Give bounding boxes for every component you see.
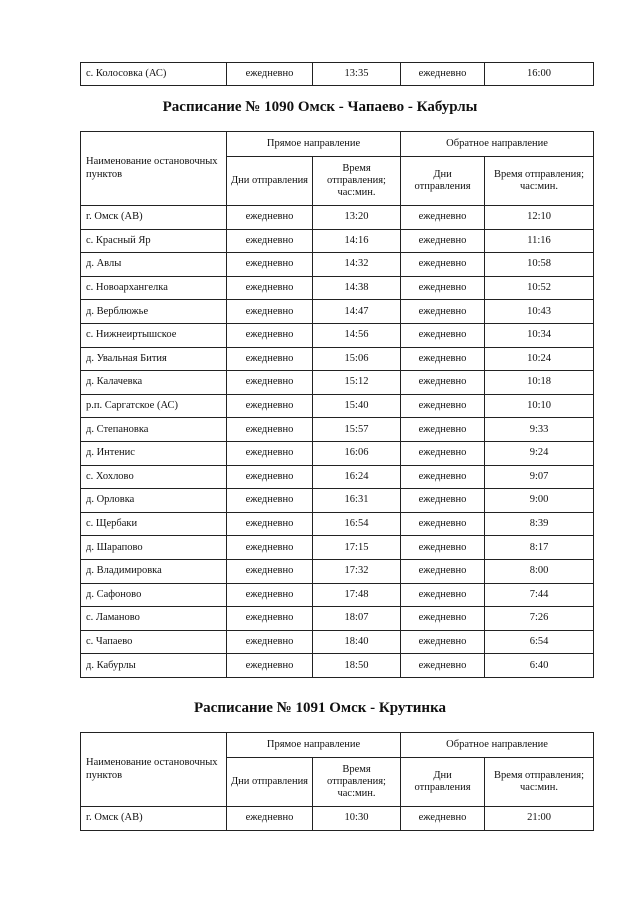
- backward-days: ежедневно: [401, 465, 485, 489]
- backward-days: ежедневно: [401, 559, 485, 583]
- backward-days: ежедневно: [401, 583, 485, 607]
- table-row: [81, 418, 594, 442]
- forward-time: 10:30: [313, 807, 401, 831]
- header-stop-name: Наименование остановочных пунктов: [81, 132, 227, 206]
- forward-time: 17:15: [313, 536, 401, 560]
- stop-name: с. Чапаево: [81, 630, 227, 654]
- forward-days: ежедневно: [227, 63, 313, 86]
- backward-days: ежедневно: [401, 512, 485, 536]
- forward-time: 14:56: [313, 323, 401, 347]
- stop-name: с. Хохлово: [81, 465, 227, 489]
- backward-time: 9:33: [485, 418, 594, 442]
- stop-name: с. Новоархангелка: [81, 276, 227, 300]
- backward-days: ежедневно: [401, 807, 485, 831]
- stop-name: с. Щербаки: [81, 512, 227, 536]
- backward-time: 9:07: [485, 465, 594, 489]
- forward-days: ежедневно: [227, 253, 313, 277]
- backward-time: 10:43: [485, 300, 594, 324]
- table-row: [81, 607, 594, 631]
- table-row: [81, 253, 594, 277]
- stop-name: г. Омск (АВ): [81, 206, 227, 230]
- backward-days: ежедневно: [401, 229, 485, 253]
- header-backward-time: Время отправления; час:мин.: [485, 758, 594, 807]
- stop-name: д. Сафоново: [81, 583, 227, 607]
- forward-time: 15:06: [313, 347, 401, 371]
- backward-time: 11:16: [485, 229, 594, 253]
- header-stop-name: Наименование остановочных пунктов: [81, 733, 227, 807]
- backward-time: 6:40: [485, 654, 594, 678]
- forward-days: ежедневно: [227, 465, 313, 489]
- backward-time: 8:17: [485, 536, 594, 560]
- forward-time: 15:12: [313, 371, 401, 395]
- forward-time: 14:38: [313, 276, 401, 300]
- forward-time: 16:06: [313, 441, 401, 465]
- table-row: [81, 559, 594, 583]
- forward-days: ежедневно: [227, 276, 313, 300]
- header-forward-time: Время отправления; час:мин.: [313, 758, 401, 807]
- header-backward-direction: Обратное направление: [401, 132, 594, 157]
- forward-days: ежедневно: [227, 807, 313, 831]
- forward-days: ежедневно: [227, 489, 313, 513]
- forward-days: ежедневно: [227, 371, 313, 395]
- table-row: [81, 512, 594, 536]
- backward-time: 10:58: [485, 253, 594, 277]
- schedule-1090-table: [80, 131, 594, 678]
- forward-days: ежедневно: [227, 206, 313, 230]
- header-forward-time: Время отправления; час:мин.: [313, 157, 401, 206]
- backward-days: ежедневно: [401, 63, 485, 86]
- backward-time: 12:10: [485, 206, 594, 230]
- previous-table-fragment: [80, 62, 594, 86]
- forward-time: 17:32: [313, 559, 401, 583]
- forward-time: 14:32: [313, 253, 401, 277]
- backward-days: ежедневно: [401, 347, 485, 371]
- backward-time: 10:10: [485, 394, 594, 418]
- forward-time: 16:54: [313, 512, 401, 536]
- schedule-1091-title: Расписание № 1091 Омск - Крутинка: [194, 700, 446, 716]
- forward-days: ежедневно: [227, 323, 313, 347]
- stop-name: д. Степановка: [81, 418, 227, 442]
- table-row: [81, 371, 594, 395]
- table-row: [81, 583, 594, 607]
- forward-time: 18:07: [313, 607, 401, 631]
- header-forward-direction: Прямое направление: [227, 733, 401, 758]
- header-backward-days: Дни отправления: [401, 758, 485, 807]
- forward-days: ежедневно: [227, 654, 313, 678]
- table-row: [81, 276, 594, 300]
- forward-time: 15:57: [313, 418, 401, 442]
- schedule-1091-table: [80, 732, 594, 831]
- backward-days: ежедневно: [401, 253, 485, 277]
- table-row: [81, 489, 594, 513]
- backward-time: 10:24: [485, 347, 594, 371]
- forward-days: ежедневно: [227, 512, 313, 536]
- header-backward-time: Время отправления; час:мин.: [485, 157, 594, 206]
- forward-days: ежедневно: [227, 441, 313, 465]
- forward-days: ежедневно: [227, 229, 313, 253]
- stop-name: с. Ламаново: [81, 607, 227, 631]
- stop-name: д. Верблюжье: [81, 300, 227, 324]
- table-row: [81, 441, 594, 465]
- forward-time: 18:40: [313, 630, 401, 654]
- forward-days: ежедневно: [227, 300, 313, 324]
- stop-name: р.п. Саргатское (АС): [81, 394, 227, 418]
- table-row: [81, 206, 594, 230]
- forward-time: 15:40: [313, 394, 401, 418]
- backward-time: 7:44: [485, 583, 594, 607]
- forward-days: ежедневно: [227, 583, 313, 607]
- table-row: [81, 323, 594, 347]
- backward-time: 8:39: [485, 512, 594, 536]
- stop-name: г. Омск (АВ): [81, 807, 227, 831]
- backward-days: ежедневно: [401, 394, 485, 418]
- header-forward-days: Дни отправления: [227, 758, 313, 807]
- table-row: [81, 300, 594, 324]
- table-row: [81, 536, 594, 560]
- forward-days: ежедневно: [227, 394, 313, 418]
- backward-time: 7:26: [485, 607, 594, 631]
- backward-days: ежедневно: [401, 489, 485, 513]
- stop-name: д. Кабурлы: [81, 654, 227, 678]
- backward-time: 6:54: [485, 630, 594, 654]
- stop-name: д. Интенис: [81, 441, 227, 465]
- forward-time: 18:50: [313, 654, 401, 678]
- backward-time: 10:18: [485, 371, 594, 395]
- stop-name: д. Увальная Бития: [81, 347, 227, 371]
- backward-days: ежедневно: [401, 371, 485, 395]
- forward-days: ежедневно: [227, 559, 313, 583]
- table-row: [81, 229, 594, 253]
- table-row: [81, 630, 594, 654]
- stop-name: с. Нижнеиртышское: [81, 323, 227, 347]
- schedule-1090-title: Расписание № 1090 Омск - Чапаево - Кабурлы: [162, 99, 478, 115]
- stop-name: д. Шарапово: [81, 536, 227, 560]
- stop-name: с. Красный Яр: [81, 229, 227, 253]
- backward-days: ежедневно: [401, 654, 485, 678]
- backward-days: ежедневно: [401, 323, 485, 347]
- backward-time: 9:00: [485, 489, 594, 513]
- backward-time: 10:34: [485, 323, 594, 347]
- table-row: [81, 63, 594, 86]
- backward-time: 8:00: [485, 559, 594, 583]
- forward-days: ежедневно: [227, 418, 313, 442]
- backward-days: ежедневно: [401, 441, 485, 465]
- backward-days: ежедневно: [401, 418, 485, 442]
- stop-name: д. Владимировка: [81, 559, 227, 583]
- stop-name: д. Калачевка: [81, 371, 227, 395]
- forward-days: ежедневно: [227, 607, 313, 631]
- forward-days: ежедневно: [227, 630, 313, 654]
- table-row: [81, 465, 594, 489]
- table-row: [81, 394, 594, 418]
- backward-days: ежедневно: [401, 536, 485, 560]
- table-row: [81, 807, 594, 831]
- backward-days: ежедневно: [401, 300, 485, 324]
- backward-days: ежедневно: [401, 607, 485, 631]
- backward-days: ежедневно: [401, 276, 485, 300]
- forward-time: 14:16: [313, 229, 401, 253]
- backward-time: 10:52: [485, 276, 594, 300]
- table-row: [81, 347, 594, 371]
- stop-name: с. Колосовка (АС): [81, 63, 227, 86]
- forward-time: 14:47: [313, 300, 401, 324]
- forward-time: 16:31: [313, 489, 401, 513]
- forward-days: ежедневно: [227, 347, 313, 371]
- header-forward-days: Дни отправления: [227, 157, 313, 206]
- forward-time: 16:24: [313, 465, 401, 489]
- header-backward-days: Дни отправления: [401, 157, 485, 206]
- table-row: [81, 654, 594, 678]
- forward-time: 13:35: [313, 63, 401, 86]
- backward-days: ежедневно: [401, 206, 485, 230]
- forward-time: 13:20: [313, 206, 401, 230]
- forward-time: 17:48: [313, 583, 401, 607]
- header-forward-direction: Прямое направление: [227, 132, 401, 157]
- stop-name: д. Орловка: [81, 489, 227, 513]
- backward-time: 9:24: [485, 441, 594, 465]
- backward-time: 16:00: [485, 63, 594, 86]
- forward-days: ежедневно: [227, 536, 313, 560]
- backward-time: 21:00: [485, 807, 594, 831]
- stop-name: д. Авлы: [81, 253, 227, 277]
- header-backward-direction: Обратное направление: [401, 733, 594, 758]
- backward-days: ежедневно: [401, 630, 485, 654]
